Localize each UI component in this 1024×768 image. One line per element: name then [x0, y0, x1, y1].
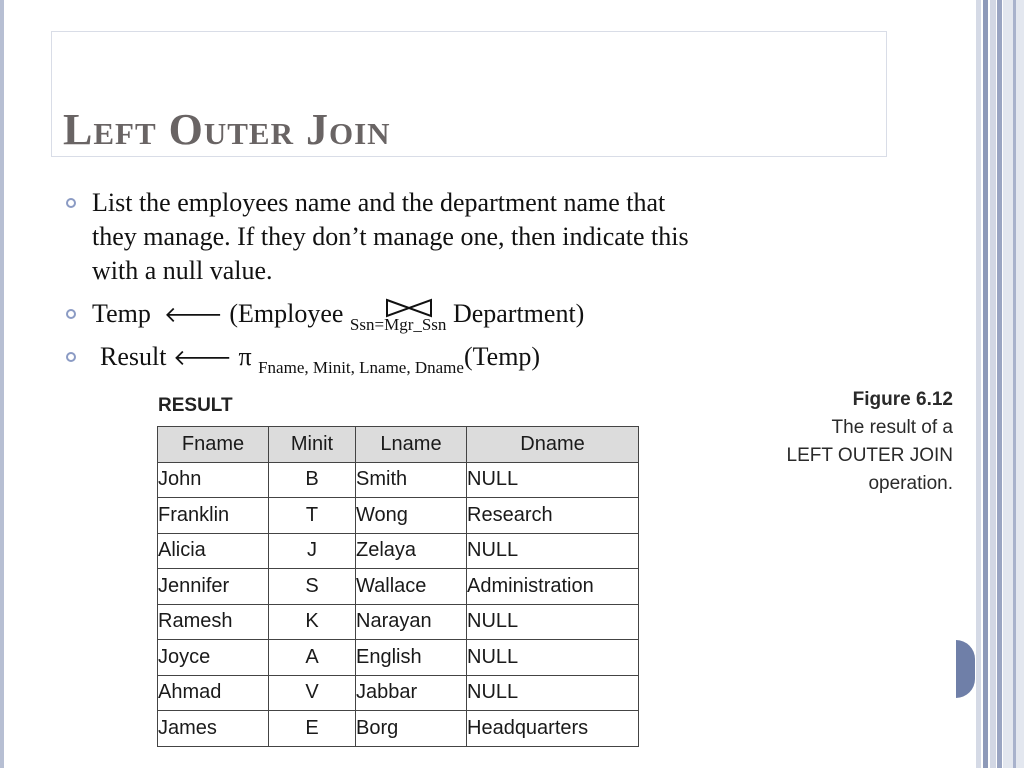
right-decor-stripe [997, 0, 1002, 768]
cell-lname: Wallace [356, 569, 467, 605]
cell-dname: NULL [467, 462, 639, 498]
column-header: Dname [467, 427, 639, 463]
cell-dname: Headquarters [467, 711, 639, 747]
right-decor-stripe [976, 0, 981, 768]
table-row [158, 640, 639, 676]
department-operand: Department) [452, 299, 585, 328]
bullet-icon [66, 198, 76, 208]
bullet-icon [66, 352, 76, 362]
temp-operand: (Temp) [463, 342, 541, 371]
temp-expression [92, 297, 584, 334]
cell-fname: John [158, 462, 269, 498]
cell-fname: Ahmad [158, 675, 269, 711]
cell-fname: Alicia [158, 533, 269, 569]
table-row [158, 569, 639, 605]
cell-fname: James [158, 711, 269, 747]
cell-lname: Jabbar [356, 675, 467, 711]
left-arrow-icon: 🡐 [172, 346, 232, 371]
right-decor-stripe [1013, 0, 1016, 768]
join-condition: Ssn=Mgr_Ssn [349, 315, 447, 334]
right-decor-stripe [983, 0, 988, 768]
projection-list: Fname, Minit, Lname, Dname [258, 358, 464, 377]
caption-line: operation. [868, 473, 953, 494]
cell-lname: Smith [356, 462, 467, 498]
cell-lname: Borg [356, 711, 467, 747]
table-row [158, 604, 639, 640]
cell-minit: V [269, 675, 356, 711]
cell-lname: English [356, 640, 467, 676]
cell-dname: Administration [467, 569, 639, 605]
result-label: Result [100, 342, 167, 371]
cell-minit: K [269, 604, 356, 640]
figure-label: Figure 6.12 [852, 389, 953, 410]
bullet-1-line-3: with a null value. [92, 256, 273, 285]
caption-line: The result of a [831, 417, 953, 438]
cell-dname: Research [467, 498, 639, 534]
table-row [158, 533, 639, 569]
temp-label: Temp [92, 299, 151, 328]
cell-fname: Jennifer [158, 569, 269, 605]
cell-fname: Joyce [158, 640, 269, 676]
table-row [158, 462, 639, 498]
cell-minit: J [269, 533, 356, 569]
cell-dname: NULL [467, 533, 639, 569]
join-bowtie-icon [385, 298, 433, 318]
cell-minit: B [269, 462, 356, 498]
bullet-1-line-2: they manage. If they don’t manage one, then indicate this [92, 222, 689, 251]
slide-title: Left Outer Join [63, 105, 391, 154]
cell-fname: Ramesh [158, 604, 269, 640]
cell-minit: E [269, 711, 356, 747]
table-header-row [158, 427, 639, 463]
cell-lname: Zelaya [356, 533, 467, 569]
cell-lname: Wong [356, 498, 467, 534]
result-expression [100, 340, 540, 377]
column-header: Lname [356, 427, 467, 463]
employee-operand: (Employee [229, 299, 344, 328]
figure-caption [787, 386, 953, 498]
result-table [157, 426, 639, 747]
cell-minit: T [269, 498, 356, 534]
bullet-icon [66, 309, 76, 319]
table-row [158, 498, 639, 534]
cell-lname: Narayan [356, 604, 467, 640]
bullet-1-line-1: List the employees name and the department name that [92, 188, 666, 217]
side-accent-tab [956, 640, 975, 698]
table-row [158, 711, 639, 747]
cell-dname: NULL [467, 640, 639, 676]
right-decor-stripe [990, 0, 996, 768]
cell-dname: NULL [467, 675, 639, 711]
left-edge-stripe [0, 0, 4, 768]
result-table-title: RESULT [158, 395, 233, 416]
pi-symbol: π [238, 342, 252, 371]
column-header: Minit [269, 427, 356, 463]
cell-minit: S [269, 569, 356, 605]
left-arrow-icon: 🡐 [163, 303, 223, 328]
caption-line: LEFT OUTER JOIN [786, 445, 953, 466]
cell-dname: NULL [467, 604, 639, 640]
table-row [158, 675, 639, 711]
cell-fname: Franklin [158, 498, 269, 534]
column-header: Fname [158, 427, 269, 463]
cell-minit: A [269, 640, 356, 676]
